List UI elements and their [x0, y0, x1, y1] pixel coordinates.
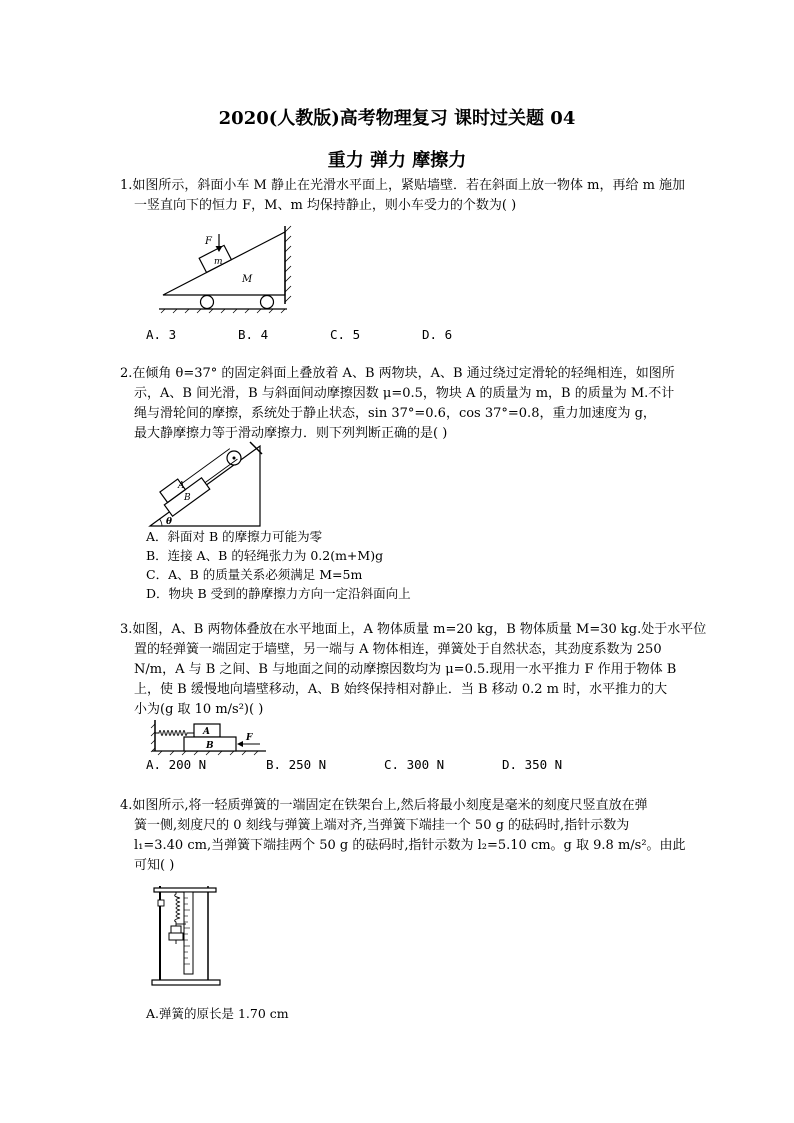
question-2-line-1: 2.在倾角 θ=37° 的固定斜面上叠放着 A、B 两物块，A、B 通过绕过定滑轮的轻绳相连，如图所: [120, 366, 675, 381]
question-2: [120, 364, 700, 444]
question-2-figure: [148, 440, 266, 530]
document-subtitle: 重力 弹力 摩擦力: [327, 150, 467, 171]
question-1-option-b: B. 4: [238, 327, 269, 342]
document-title: 2020(人教版)高考物理复习 课时过关题 04: [218, 108, 576, 129]
question-3-option-b: B. 250 N: [266, 757, 327, 772]
question-2-options: [146, 527, 411, 603]
question-1-line-2: 一竖直向下的恒力 F，M、m 均保持静止，则小车受力的个数为( ): [134, 198, 517, 213]
question-3-line-5: 小为(g 取 10 m/s²)( ): [134, 702, 264, 717]
question-2-line-3: 绳与滑轮间的摩擦，系统处于静止状态，sin 37°=0.6，cos 37°=0.8，重力加速度为 g，: [134, 406, 656, 421]
question-3: [120, 620, 707, 720]
question-2-option-d: D．物块 B 受到的静摩擦力方向一定沿斜面向上: [146, 586, 411, 601]
question-2-option-a: A．斜面对 B 的摩擦力可能为零: [146, 529, 323, 544]
question-2-line-4: 最大静摩擦力等于滑动摩擦力．则下列判断正确的是( ): [134, 426, 448, 441]
question-3-line-4: 上，使 B 缓慢地向墙壁移动，A、B 始终保持相对静止．当 B 移动 0.2 m 时，水平推力的大: [134, 682, 668, 697]
question-3-line-2: 置的轻弹簧一端固定于墙壁，另一端与 A 物体相连，弹簧处于自然状态，其劲度系数为 250: [134, 642, 662, 657]
question-3-figure-A-label: A: [203, 727, 210, 737]
question-3-option-a: A. 200 N: [146, 757, 207, 772]
question-2-figure-A-label: A: [178, 481, 185, 491]
question-1-figure-M-label: M: [242, 274, 253, 285]
question-3-figure-B-label: B: [206, 741, 214, 751]
question-3-option-c: C. 300 N: [384, 757, 445, 772]
question-4-line-1: 4.如图所示,将一轻质弹簧的一端固定在铁架台上,然后将最小刻度是毫米的刻度尺竖直放在弹: [120, 798, 648, 813]
question-3-figure: [150, 718, 268, 756]
question-4-line-3: l₁=3.40 cm,当弹簧下端挂两个 50 g 的砝码时,指针示数为 l₂=5.10 cm。g 取 9.8 m/s²。由此: [134, 838, 686, 853]
question-3-line-1: 3.如图，A、B 两物体叠放在水平地面上，A 物体质量 m=20 kg，B 物体质量 M=30 kg.处于水平位: [120, 622, 707, 637]
question-1-option-d: D. 6: [422, 327, 453, 342]
question-4-option-a: A.弹簧的原长是 1.70 cm: [146, 1006, 289, 1021]
question-1-line-1: 1.如图所示，斜面小车 M 静止在光滑水平面上，紧贴墙壁．若在斜面上放一物体 m，再给 m 施加: [120, 178, 686, 193]
question-1-figure-F-label: F: [205, 236, 212, 247]
question-4-line-4: 可知( ): [134, 858, 175, 873]
question-2-line-2: 示，A、B 间光滑，B 与斜面间动摩擦因数 μ=0.5，物块 A 的质量为 m，B 的质量为 M.不计: [134, 386, 675, 401]
question-4-line-2: 簧一侧,刻度尺的 0 刻线与弹簧上端对齐,当弹簧下端挂一个 50 g 的砝码时,指针示数为: [134, 818, 630, 833]
question-1-figure-m-label: m: [214, 257, 223, 267]
question-4-options: [146, 1004, 289, 1023]
question-2-figure-theta-label: θ: [166, 517, 173, 527]
question-1-option-a: A. 3: [146, 327, 177, 342]
question-4-figure: [146, 880, 226, 990]
question-2-option-c: C．A、B 的质量关系必须满足 M=5m: [146, 567, 363, 582]
question-4: [120, 796, 700, 876]
question-1-option-c: C. 5: [330, 327, 361, 342]
question-2-option-b: B．连接 A、B 的轻绳张力为 0.2(m+M)g: [146, 548, 384, 563]
question-2-figure-B-label: B: [184, 493, 191, 503]
question-3-option-d: D. 350 N: [502, 757, 563, 772]
question-1: [120, 176, 700, 216]
question-3-figure-F-label: F: [246, 733, 253, 743]
question-1-figure: [155, 222, 295, 314]
question-3-line-3: N/m，A 与 B 之间、B 与地面之间的动摩擦因数均为 μ=0.5.现用一水平推力 F 作用于物体 B: [134, 662, 677, 677]
